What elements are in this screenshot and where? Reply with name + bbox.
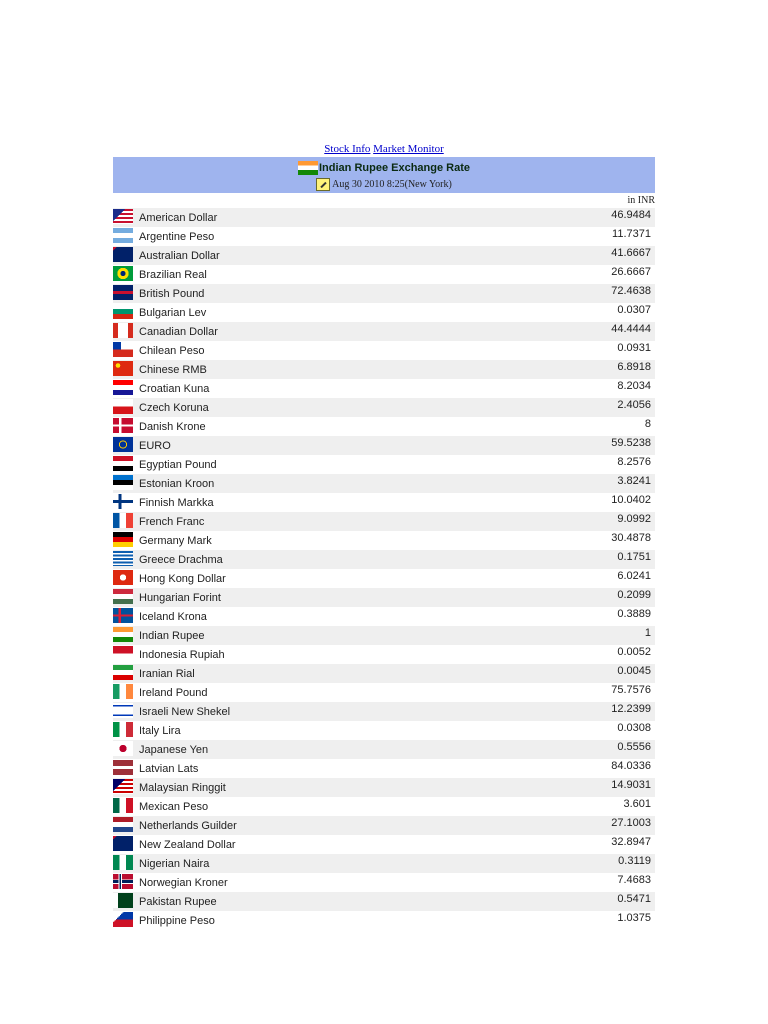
exchange-rate-value: 30.4878 xyxy=(611,532,651,544)
table-row xyxy=(113,759,655,778)
currency-name: Egyptian Pound xyxy=(139,459,217,471)
japanese-flag-icon xyxy=(113,741,133,756)
exchange-rate-value: 1.0375 xyxy=(617,912,651,924)
currency-name: Argentine Peso xyxy=(139,231,215,243)
currency-name: Netherlands Guilder xyxy=(139,820,237,832)
exchange-rate-value: 11.7371 xyxy=(612,228,651,240)
german-flag-icon xyxy=(113,532,133,547)
currency-name: Chilean Peso xyxy=(139,345,205,357)
exchange-rate-value: 72.4638 xyxy=(611,285,651,297)
pakistani-flag-icon xyxy=(113,893,133,908)
exchange-rate-value: 2.4056 xyxy=(617,399,651,411)
exchange-rate-value: 0.3119 xyxy=(618,855,651,867)
dutch-flag-icon xyxy=(113,817,133,832)
table-row xyxy=(113,664,655,683)
currency-name: Germany Mark xyxy=(139,535,212,547)
exchange-rate-value: 0.5471 xyxy=(617,893,651,905)
exchange-rate-value: 0.5556 xyxy=(617,741,651,753)
argentine-flag-icon xyxy=(113,228,133,243)
exchange-rate-value: 3.8241 xyxy=(617,475,651,487)
exchange-rate-value: 32.8947 xyxy=(611,836,651,848)
finnish-flag-icon xyxy=(113,494,133,509)
table-row xyxy=(113,455,655,474)
exchange-rate-table xyxy=(113,208,655,930)
table-row xyxy=(113,626,655,645)
unit-label: in INR xyxy=(627,195,655,206)
currency-name: Norwegian Kroner xyxy=(139,877,228,889)
malaysian-flag-icon xyxy=(113,779,133,794)
currency-name: Indonesia Rupiah xyxy=(139,649,225,661)
currency-name: American Dollar xyxy=(139,212,218,224)
table-row xyxy=(113,227,655,246)
table-row xyxy=(113,835,655,854)
currency-name: Malaysian Ringgit xyxy=(139,782,226,794)
currency-name: Estonian Kroon xyxy=(139,478,215,490)
currency-name: Canadian Dollar xyxy=(139,326,218,338)
table-row xyxy=(113,512,655,531)
table-row xyxy=(113,284,655,303)
british-flag-icon xyxy=(113,285,133,300)
exchange-rate-value: 26.6667 xyxy=(611,266,651,278)
exchange-rate-value: 10.0402 xyxy=(611,494,651,506)
currency-name: French Franc xyxy=(139,516,205,528)
table-row xyxy=(113,360,655,379)
currency-name: Israeli New Shekel xyxy=(139,706,231,718)
exchange-rate-value: 14.9031 xyxy=(611,779,651,791)
currency-name: Croatian Kuna xyxy=(139,383,210,395)
table-row xyxy=(113,854,655,873)
market-monitor-link[interactable]: Market Monitor xyxy=(373,143,444,155)
table-row xyxy=(113,246,655,265)
australian-flag-icon xyxy=(113,247,133,262)
exchange-rate-value: 1 xyxy=(644,627,651,639)
table-row xyxy=(113,873,655,892)
exchange-rate-value: 84.0336 xyxy=(611,760,651,772)
table-row xyxy=(113,778,655,797)
exchange-rate-value: 0.0308 xyxy=(617,722,651,734)
exchange-rate-value: 59.5238 xyxy=(611,437,651,449)
exchange-rate-value: 9.0992 xyxy=(617,513,651,525)
nav-links xyxy=(113,141,655,157)
table-row xyxy=(113,208,655,227)
currency-name: Italy Lira xyxy=(139,725,181,737)
latvian-flag-icon xyxy=(113,760,133,775)
currency-name: Greece Drachma xyxy=(139,554,223,566)
exchange-rate-value: 8.2034 xyxy=(617,380,651,392)
table-row xyxy=(113,569,655,588)
exchange-rate-value: 44.4444 xyxy=(611,323,651,335)
exchange-rate-value: 41.6667 xyxy=(611,247,651,259)
exchange-rate-value: 7.4683 xyxy=(617,874,651,886)
timestamp: Aug 30 2010 8:25(New York) xyxy=(332,178,452,190)
chilean-flag-icon xyxy=(113,342,133,357)
canadian-flag-icon xyxy=(113,323,133,338)
french-flag-icon xyxy=(113,513,133,528)
danish-flag-icon xyxy=(113,418,133,433)
exchange-rate-value: 0.1751 xyxy=(617,551,651,563)
currency-name: Finnish Markka xyxy=(139,497,214,509)
currency-name: Chinese RMB xyxy=(139,364,207,376)
table-row xyxy=(113,265,655,284)
currency-name: Bulgarian Lev xyxy=(139,307,207,319)
hungarian-flag-icon xyxy=(113,589,133,604)
table-row xyxy=(113,531,655,550)
nigerian-flag-icon xyxy=(113,855,133,870)
table-row xyxy=(113,550,655,569)
exchange-rate-value: 6.8918 xyxy=(617,361,651,373)
table-row xyxy=(113,417,655,436)
exchange-rate-banner xyxy=(113,157,655,193)
currency-name: Iranian Rial xyxy=(139,668,195,680)
croatian-flag-icon xyxy=(113,380,133,395)
table-row xyxy=(113,797,655,816)
estonian-flag-icon xyxy=(113,475,133,490)
exchange-rate-value: 27.1003 xyxy=(611,817,651,829)
table-row xyxy=(113,436,655,455)
greek-flag-icon xyxy=(113,551,133,566)
table-row xyxy=(113,341,655,360)
currency-name: Indian Rupee xyxy=(139,630,205,642)
currency-name: Hungarian Forint xyxy=(139,592,221,604)
norwegian-flag-icon xyxy=(113,874,133,889)
currency-name: Pakistan Rupee xyxy=(139,896,217,908)
refresh-icon[interactable] xyxy=(316,178,330,191)
brazilian-flag-icon xyxy=(113,266,133,281)
currency-name: Iceland Krona xyxy=(139,611,207,623)
indonesian-flag-icon xyxy=(113,646,133,661)
table-row xyxy=(113,683,655,702)
exchange-rate-value: 8 xyxy=(644,418,651,430)
currency-name: Ireland Pound xyxy=(139,687,208,699)
mexican-flag-icon xyxy=(113,798,133,813)
currency-name: Danish Krone xyxy=(139,421,206,433)
table-row xyxy=(113,721,655,740)
new-zealand-flag-icon xyxy=(113,836,133,851)
exchange-rate-value: 0.3889 xyxy=(617,608,651,620)
table-row xyxy=(113,474,655,493)
currency-name: Nigerian Naira xyxy=(139,858,210,870)
table-row xyxy=(113,303,655,322)
table-row xyxy=(113,816,655,835)
table-row xyxy=(113,493,655,512)
table-row xyxy=(113,398,655,417)
exchange-rate-value: 0.0045 xyxy=(617,665,651,677)
exchange-rate-value: 46.9484 xyxy=(611,209,651,221)
currency-name: Australian Dollar xyxy=(139,250,220,262)
currency-name: Mexican Peso xyxy=(139,801,209,813)
currency-name: British Pound xyxy=(139,288,205,300)
table-row xyxy=(113,702,655,721)
currency-name: Hong Kong Dollar xyxy=(139,573,226,585)
egyptian-flag-icon xyxy=(113,456,133,471)
table-row xyxy=(113,892,655,911)
american-flag-icon xyxy=(113,209,133,224)
philippine-flag-icon xyxy=(113,912,133,927)
table-row xyxy=(113,379,655,398)
indian-flag-icon xyxy=(113,627,133,642)
exchange-rate-value: 12.2399 xyxy=(611,703,651,715)
stock-info-link[interactable]: Stock Info xyxy=(324,143,371,155)
bulgarian-flag-icon xyxy=(113,304,133,319)
currency-name: Philippine Peso xyxy=(139,915,215,927)
hong-kong-flag-icon xyxy=(113,570,133,585)
table-row xyxy=(113,322,655,341)
currency-name: Brazilian Real xyxy=(139,269,207,281)
irish-flag-icon xyxy=(113,684,133,699)
exchange-rate-value: 0.0052 xyxy=(617,646,651,658)
table-row xyxy=(113,740,655,759)
iceland-flag-icon xyxy=(113,608,133,623)
currency-name: New Zealand Dollar xyxy=(139,839,236,851)
table-row xyxy=(113,911,655,930)
exchange-rate-value: 8.2576 xyxy=(617,456,651,468)
italian-flag-icon xyxy=(113,722,133,737)
exchange-rate-value: 0.0307 xyxy=(617,304,651,316)
table-row xyxy=(113,588,655,607)
czech-flag-icon xyxy=(113,399,133,414)
exchange-rate-value: 3.601 xyxy=(623,798,651,810)
currency-name: Czech Koruna xyxy=(139,402,209,414)
exchange-rate-value: 75.7576 xyxy=(611,684,651,696)
currency-name: EURO xyxy=(139,440,171,452)
eu-flag-icon xyxy=(113,437,133,452)
exchange-rate-value: 0.2099 xyxy=(617,589,651,601)
indian-flag-icon xyxy=(298,161,318,175)
table-row xyxy=(113,607,655,626)
table-row xyxy=(113,645,655,664)
israeli-flag-icon xyxy=(113,703,133,718)
exchange-rate-value: 6.0241 xyxy=(617,570,651,582)
exchange-rate-value: 0.0931 xyxy=(617,342,651,354)
currency-name: Japanese Yen xyxy=(139,744,209,756)
page-title: Indian Rupee Exchange Rate xyxy=(319,161,470,174)
iranian-flag-icon xyxy=(113,665,133,680)
chinese-flag-icon xyxy=(113,361,133,376)
currency-name: Latvian Lats xyxy=(139,763,199,775)
